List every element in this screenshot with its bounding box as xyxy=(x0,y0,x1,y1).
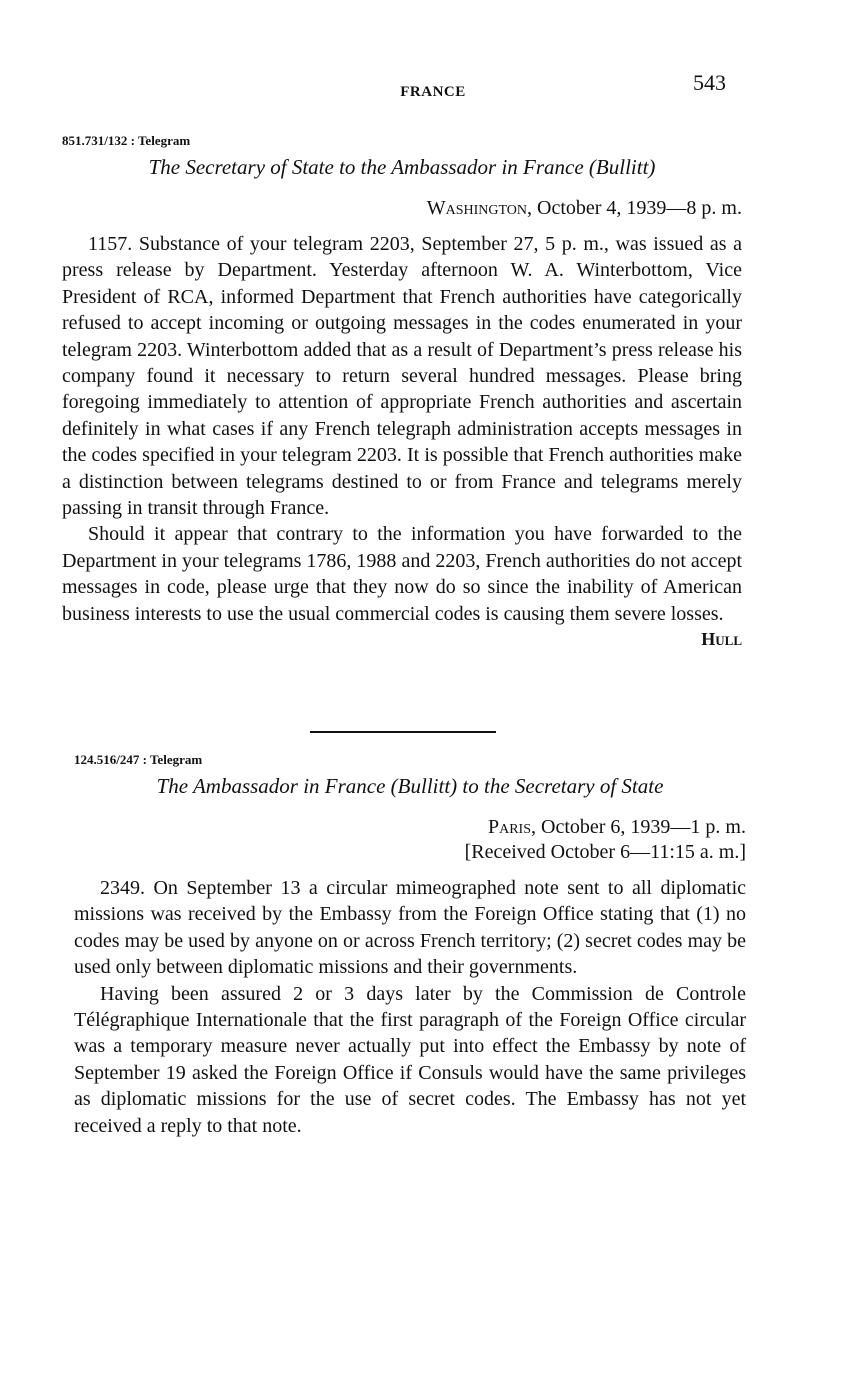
dateline-place: Paris xyxy=(487,816,532,838)
telegram-title: The Secretary of State to the Ambassador in France (Bullitt) xyxy=(148,155,656,179)
body-paragraph: 2349. On September 13 a circular mimeographed note sent to all diplomatic missions was received by the Embassy from the Foreign Office stating that (1) no codes may be used by anyone on or across French territory; (2) secret codes may be used only between diplomatic missions and their governments. xyxy=(74,877,746,979)
body-paragraph: 1157. Substance of your telegram 2203, September 27, 5 p. m., was issued as a press release by Department. Yesterday afternoon W. A. Winterbottom, Vice President of RCA, informed Department that French authorities have categorically refused to accept incoming or outgoing messages in the codes enumerated in your telegram 2203. Winterbottom added that as a result of Department’s press release his company found it necessary to return several hundred messages. Please bring foregoing immediately to attention of appropriate French authorities and ascertain definitely in what cases if any French telegraph administration accepts messages in the codes specified in your telegram 2203. It is possible that French authorities make a distinction between telegrams destined to or from France and telegrams merely passing in transit through France. xyxy=(62,233,742,520)
dateline-date: , October 4, 1939—8 p. m. xyxy=(527,197,742,219)
body-paragraph: Having been assured 2 or 3 days later by the Commission de Controle Télégraphique Internationale that the first paragraph of the Foreign Office circular was a temporary measure never actually put into effect the Embassy by note of September 19 asked the Foreign Office if Consuls would have the same privileges as diplomatic missions for the use of secret codes. The Embassy has not yet received a reply to that note. xyxy=(74,982,746,1137)
page-number: 543 xyxy=(693,70,726,95)
dateline-date: , October 6, 1939—1 p. m. xyxy=(531,816,746,838)
received-note: [Received October 6—11:15 a. m.] xyxy=(464,841,746,863)
dateline xyxy=(62,196,742,221)
telegram-2 xyxy=(74,752,746,1139)
dateline xyxy=(74,815,746,865)
telegram-title: The Ambassador in France (Bullitt) to the Secretary of State xyxy=(156,774,664,798)
file-reference: 124.516/247 : Telegram xyxy=(74,752,203,767)
file-reference: 851.731/132 : Telegram xyxy=(62,133,191,148)
dateline-place: Washington xyxy=(426,197,528,219)
section-divider xyxy=(310,731,496,733)
signature: Hull xyxy=(701,629,742,650)
running-head: FRANCE xyxy=(400,84,466,100)
body-paragraph: Should it appear that contrary to the information you have forwarded to the Department in your telegrams 1786, 1988 and 2203, French authorities do not accept messages in code, please urge that they now do so since the inability of American business interests to use the usual commercial codes is causing them severe losses. xyxy=(62,523,742,625)
telegram-1 xyxy=(62,133,742,650)
